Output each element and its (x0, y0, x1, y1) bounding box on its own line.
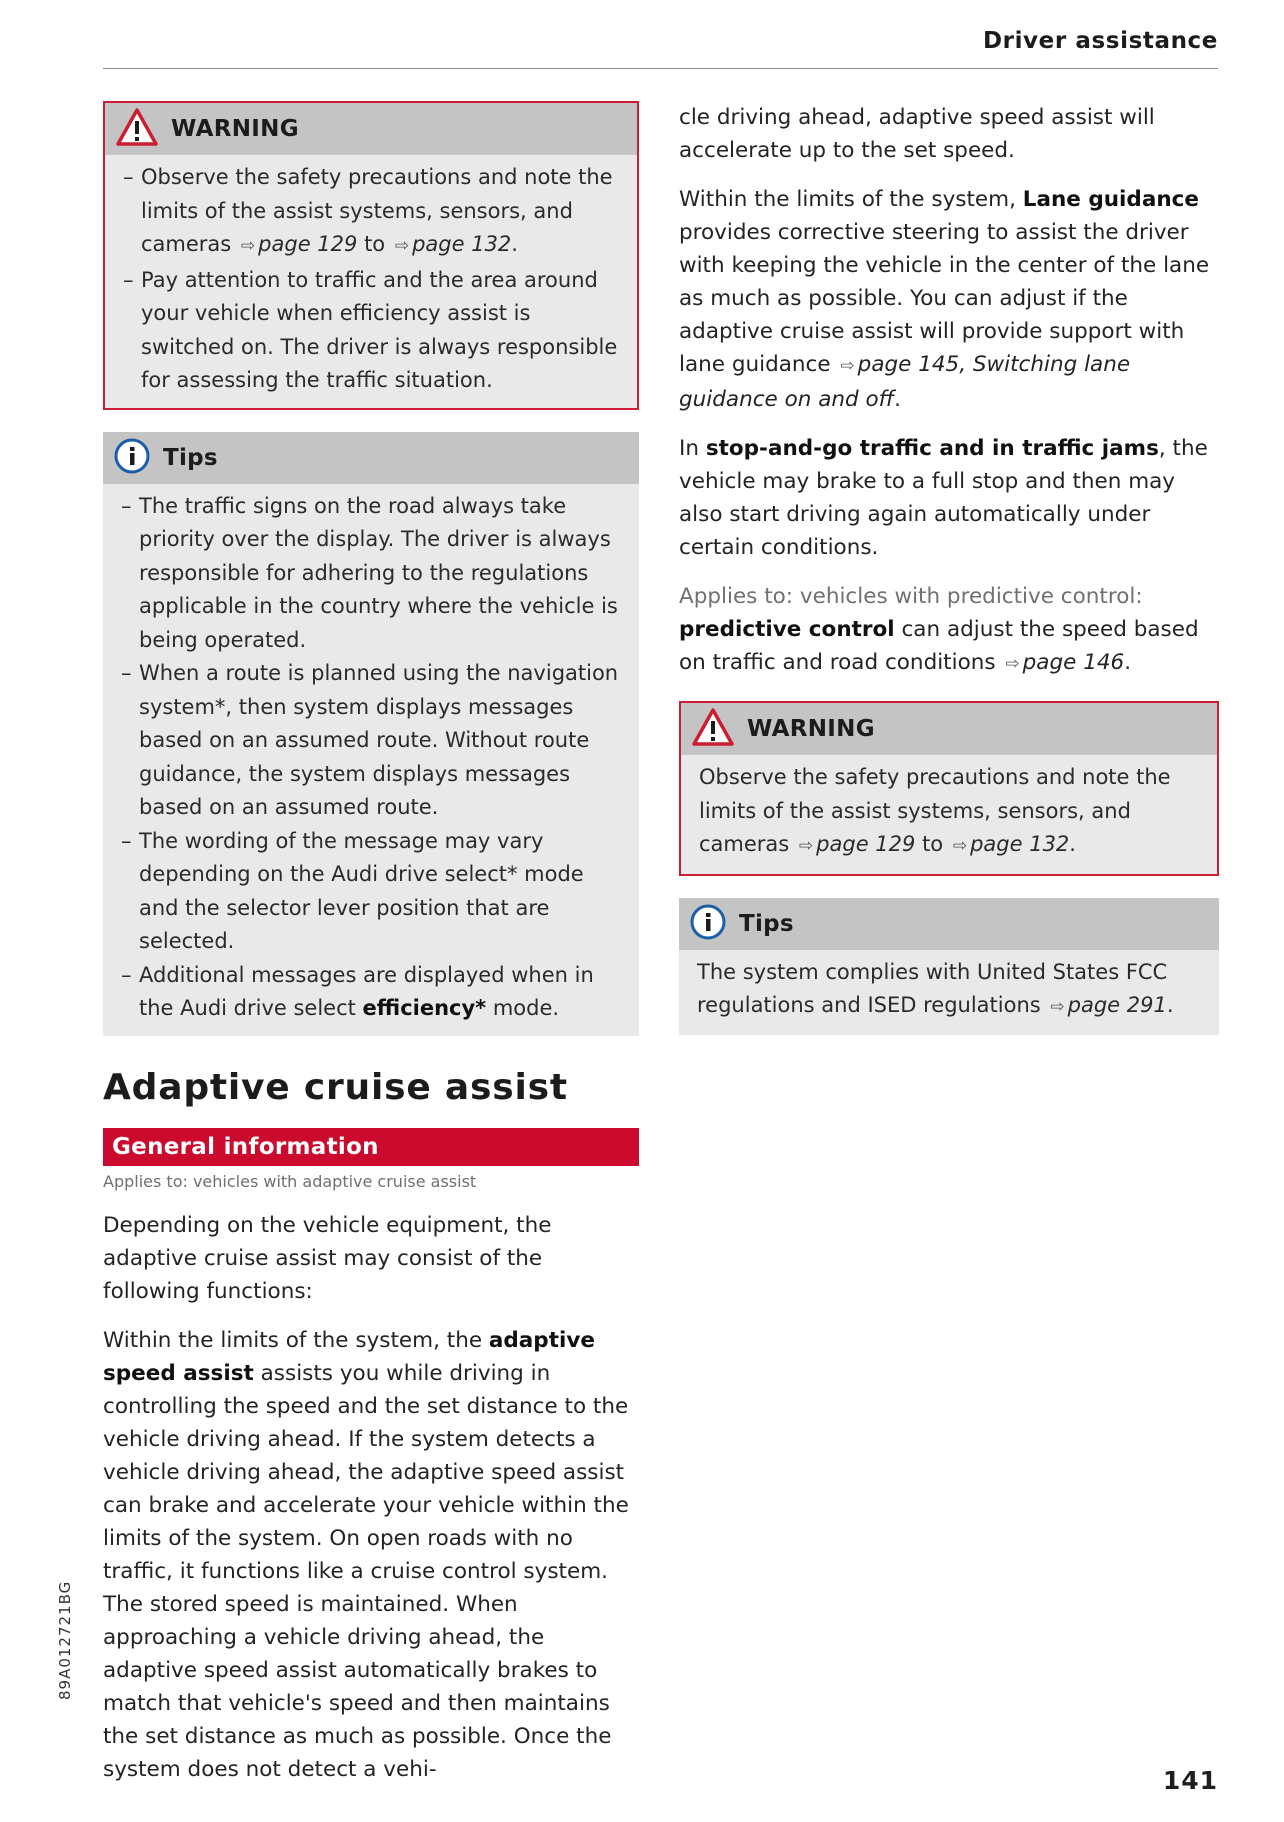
page-header-title: Driver assistance (982, 28, 1218, 54)
warning-title: WARNING (747, 716, 875, 742)
tips-body: The system complies with United States FCC regulations and ISED regulations ⇨ page 291. (679, 950, 1219, 1035)
info-circle-icon (113, 437, 151, 479)
tips-body (103, 484, 639, 1036)
warning-item: – Pay attention to traffic and the area around your vehicle when efficiency assist is switched on. The driver is always responsible for assessing the traffic situation. (123, 264, 623, 398)
arrow-right-icon: ⇨ (394, 236, 410, 256)
header-divider (103, 68, 1218, 69)
tips-item: – When a route is planned using the navigation system*, then system displays messages based on an assumed route. Without route guidance, the system displays messages based on an assumed route. (121, 657, 625, 825)
arrow-right-icon: ⇨ (240, 236, 256, 256)
tips-header (679, 898, 1219, 950)
body-paragraph: In stop-and-go traffic and in traffic jams, the vehicle may brake to a full stop and then may also start driving again automatically under certain conditions. (679, 436, 1208, 560)
page-ref-link[interactable]: page 129 (816, 832, 916, 856)
warning-header (103, 101, 639, 155)
tips-item: – The wording of the message may vary depending on the Audi drive select* mode and the selector lever position that are selected. (121, 825, 625, 959)
left-column (103, 101, 639, 1802)
warning-triangle-icon (115, 107, 159, 151)
tips-header (103, 432, 639, 484)
warning-title: WARNING (171, 116, 299, 142)
arrow-right-icon: ⇨ (1050, 997, 1065, 1017)
body-paragraph: Applies to: vehicles with predictive control: predictive control can adjust the speed based on traffic and road conditions ⇨ page 146. (679, 584, 1199, 675)
page-ref-link[interactable]: page 132 (970, 832, 1070, 856)
warning-box-right (679, 701, 1219, 876)
tips-title: Tips (163, 444, 218, 471)
body-paragraph: Depending on the vehicle equipment, the adaptive cruise assist may consist of the following functions: (103, 1212, 552, 1304)
tips-box-left (103, 432, 639, 1036)
applies-note: Applies to: vehicles with predictive control: (679, 584, 1143, 609)
applies-note: Applies to: vehicles with adaptive cruise assist (103, 1171, 477, 1191)
warning-box-left (103, 101, 639, 410)
right-column (679, 101, 1219, 1057)
arrow-right-icon: ⇨ (840, 356, 855, 376)
warning-item: – Observe the safety precautions and note the limits of the assist systems, sensors, and cameras ⇨ page 129 to ⇨ page 132. (123, 161, 623, 264)
tips-title: Tips (739, 910, 794, 937)
page-ref-link[interactable]: page 145, Switching lane guidance on and off (679, 352, 1131, 412)
body-paragraph: Within the limits of the system, Lane guidance provides corrective steering to assist the driver with keeping the vehicle in the center of the lane as much as possible. You can adjust if the adaptive cruise assist will provide support with lane guidance ⇨ page 145, Switching lane guidance on and off. (679, 187, 1210, 412)
arrow-right-icon: ⇨ (1005, 654, 1020, 674)
body-paragraph: cle driving ahead, adaptive speed assist will accelerate up to the set speed. (679, 105, 1155, 163)
page-ref-link[interactable]: page 129 (258, 232, 358, 256)
arrow-right-icon: ⇨ (952, 836, 968, 856)
page-ref-link[interactable]: page 146 (1022, 650, 1125, 675)
tips-item: – The traffic signs on the road always take priority over the display. The driver is always responsible for adhering to the regulations applicable in the country where the vehicle is being operated. (121, 490, 625, 658)
arrow-right-icon: ⇨ (798, 836, 814, 856)
section-title: Adaptive cruise assist (103, 1066, 568, 1108)
warning-body (103, 155, 639, 410)
warning-header (679, 701, 1219, 755)
page-ref-link[interactable]: page 132 (412, 232, 512, 256)
page-number: 141 (1162, 1766, 1218, 1795)
document-code: 89A012721BG (56, 1580, 74, 1700)
body-paragraph: Within the limits of the system, the adaptive speed assist assists you while driving in controlling the speed and the set distance to the vehicle driving ahead. If the system detects a vehicle driving ahead, the adaptive speed assist can brake and accelerate your vehicle within the limits of the system. On open roads with no traffic, it functions like a cruise control system. The stored speed is maintained. When approaching a vehicle driving ahead, the adaptive speed assist automatically brakes to match that vehicle's speed and then maintains the set distance as much as possible. Once the system does not detect a vehi- (103, 1327, 629, 1782)
warning-triangle-icon (691, 707, 735, 751)
tips-item: – Additional messages are displayed when in the Audi drive select efficiency* mode. (121, 959, 625, 1026)
page-ref-link[interactable]: page 291 (1067, 993, 1167, 1017)
tips-box-right (679, 898, 1219, 1035)
warning-body: Observe the safety precautions and note the limits of the assist systems, sensors, and cameras ⇨ page 129 to ⇨ page 132. (679, 755, 1219, 876)
info-circle-icon (689, 903, 727, 945)
subsection-title: General information (103, 1128, 639, 1166)
